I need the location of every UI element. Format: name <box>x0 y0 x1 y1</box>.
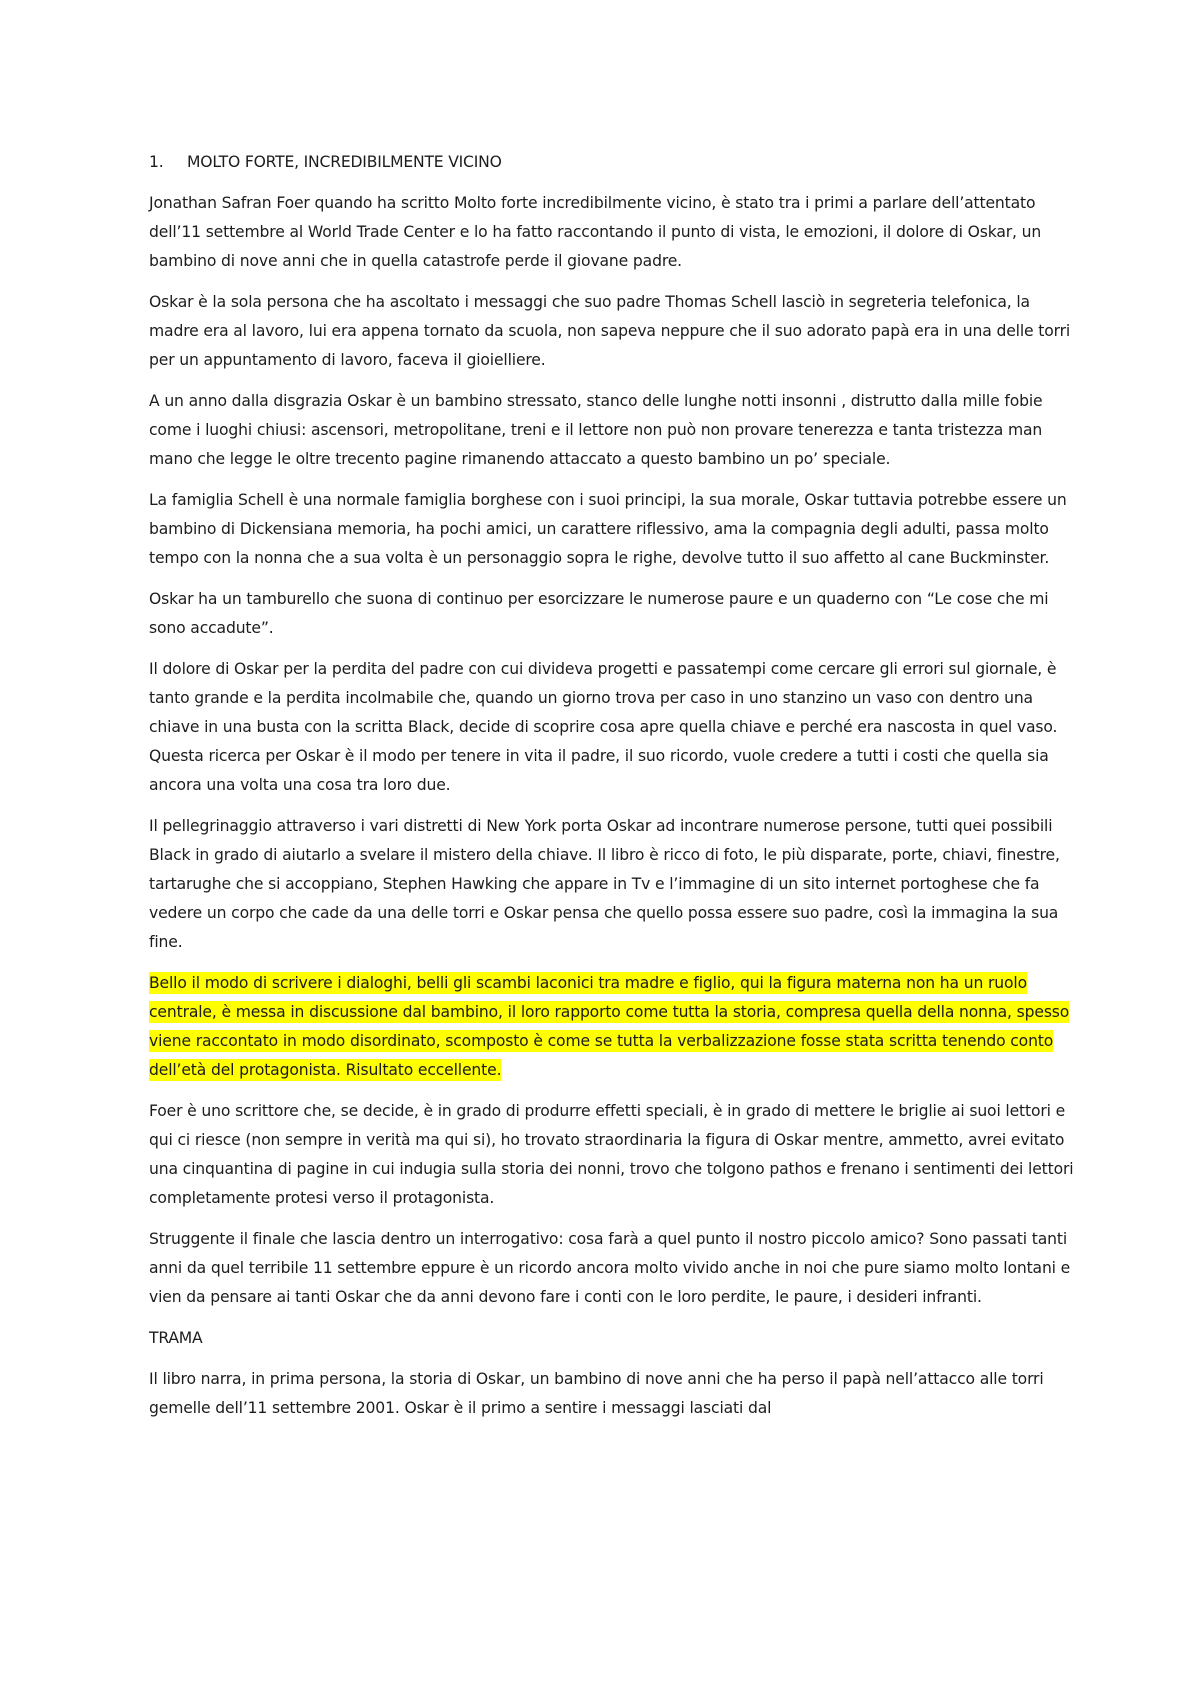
paragraph-2: Oskar è la sola persona che ha ascoltato i messaggi che suo padre Thomas Schell lasciò in segreteria telefonica, la madre era al lavoro, lui era appena tornato da scuola, non sapeva neppure che il suo adorato papà era in una delle torri per un appuntamento di lavoro, faceva il gioielliere. <box>149 293 1071 369</box>
paragraph-9: Foer è uno scrittore che, se decide, è in grado di produrre effetti speciali, è in grado di mettere le briglie ai suoi lettori e qui ci riesce (non sempre in verità ma qui si), ho trovato straordinaria la figura di Oskar mentre, ammetto, avrei evitato una cinquantina di pagine in cui indugia sulla storia dei nonni, trovo che tolgono pathos e frenano i sentimenti dei lettori completamente protesi verso il protagonista. <box>149 1102 1074 1207</box>
paragraph-5: Oskar ha un tamburello che suona di continuo per esorcizzare le numerose paure e un quaderno con “Le cose che mi sono accadute”. <box>149 590 1049 637</box>
highlighted-text: Bello il modo di scrivere i dialoghi, belli gli scambi laconici tra madre e figlio, qui la figura materna non ha un ruolo centrale, è messa in discussione dal bambino, il loro rapporto come tutta la storia, compresa quella della nonna, spesso viene raccontato in modo disordinato, scomposto è come se tutta la verbalizzazione fosse stata scritta tenendo conto dell’età del protagonista. Risultato eccellente. <box>149 974 1070 1079</box>
paragraph-final: Il libro narra, in prima persona, la storia di Oskar, un bambino di nove anni che ha perso il papà nell’attacco alle torri gemelle dell’11 settembre 2001. Oskar è il primo a sentire i messaggi lasciati dal <box>149 1370 1044 1417</box>
highlighted-paragraph <box>149 969 1080 1085</box>
heading-title: MOLTO FORTE, INCREDIBILMENTE VICINO <box>187 153 502 171</box>
paragraph-4: La famiglia Schell è una normale famiglia borghese con i suoi principi, la sua morale, Oskar tuttavia potrebbe essere un bambino di Dickensiana memoria, ha pochi amici, un carattere riflessivo, ama la compagnia degli adulti, passa molto tempo con la nonna che a sua volta è un personaggio sopra le righe, devolve tutto il suo affetto al cane Buckminster. <box>149 491 1067 567</box>
paragraph-6: Il dolore di Oskar per la perdita del padre con cui divideva progetti e passatempi come cercare gli errori sul giornale, è tanto grande e la perdita incolmabile che, quando un giorno trova per caso in uno stanzino un vaso con dentro una chiave in una busta con la scritta Black, decide di scoprire cosa apre quella chiave e perché era nascosta in quel vaso. Questa ricerca per Oskar è il modo per tenere in vita il padre, il suo ricordo, vuole credere a tutti i costi che quella sia ancora una volta una cosa tra loro due. <box>149 660 1058 794</box>
paragraph-7: Il pellegrinaggio attraverso i vari distretti di New York porta Oskar ad incontrare numerose persone, tutti quei possibili Black in grado di aiutarlo a svelare il mistero della chiave. Il libro è ricco di foto, le più disparate, porte, chiavi, finestre, tartarughe che si accoppiano, Stephen Hawking che appare in Tv e l’immagine di un sito internet portoghese che fa vedere un corpo che cade da una delle torri e Oskar pensa che quello possa essere suo padre, così la immagina la sua fine. <box>149 817 1060 951</box>
section-heading <box>149 148 1080 177</box>
paragraph-1: Jonathan Safran Foer quando ha scritto Molto forte incredibilmente vicino, è stato tra i primi a parlare dell’attentato dell’11 settembre al World Trade Center e lo ha fatto raccontando il punto di vista, le emozioni, il dolore di Oskar, un bambino di nove anni che in quella catastrofe perde il giovane padre. <box>149 194 1042 270</box>
paragraph-3: A un anno dalla disgrazia Oskar è un bambino stressato, stanco delle lunghe notti insonni , distrutto dalla mille fobie come i luoghi chiusi: ascensori, metropolitane, treni e il lettore non può non provare tenerezza e tanta tristezza man mano che legge le oltre trecento pagine rimanendo attaccato a questo bambino un po’ speciale. <box>149 392 1043 468</box>
paragraph-10: Struggente il finale che lascia dentro un interrogativo: cosa farà a quel punto il nostro piccolo amico? Sono passati tanti anni da quel terribile 11 settembre eppure è un ricordo ancora molto vivido anche in noi che pure siamo molto lontani e vien da pensare ai tanti Oskar che da anni devono fare i conti con le loro perdite, le paure, i desideri infranti. <box>149 1230 1071 1306</box>
heading-number: 1. <box>149 153 164 171</box>
section-label-trama: TRAMA <box>149 1329 203 1347</box>
